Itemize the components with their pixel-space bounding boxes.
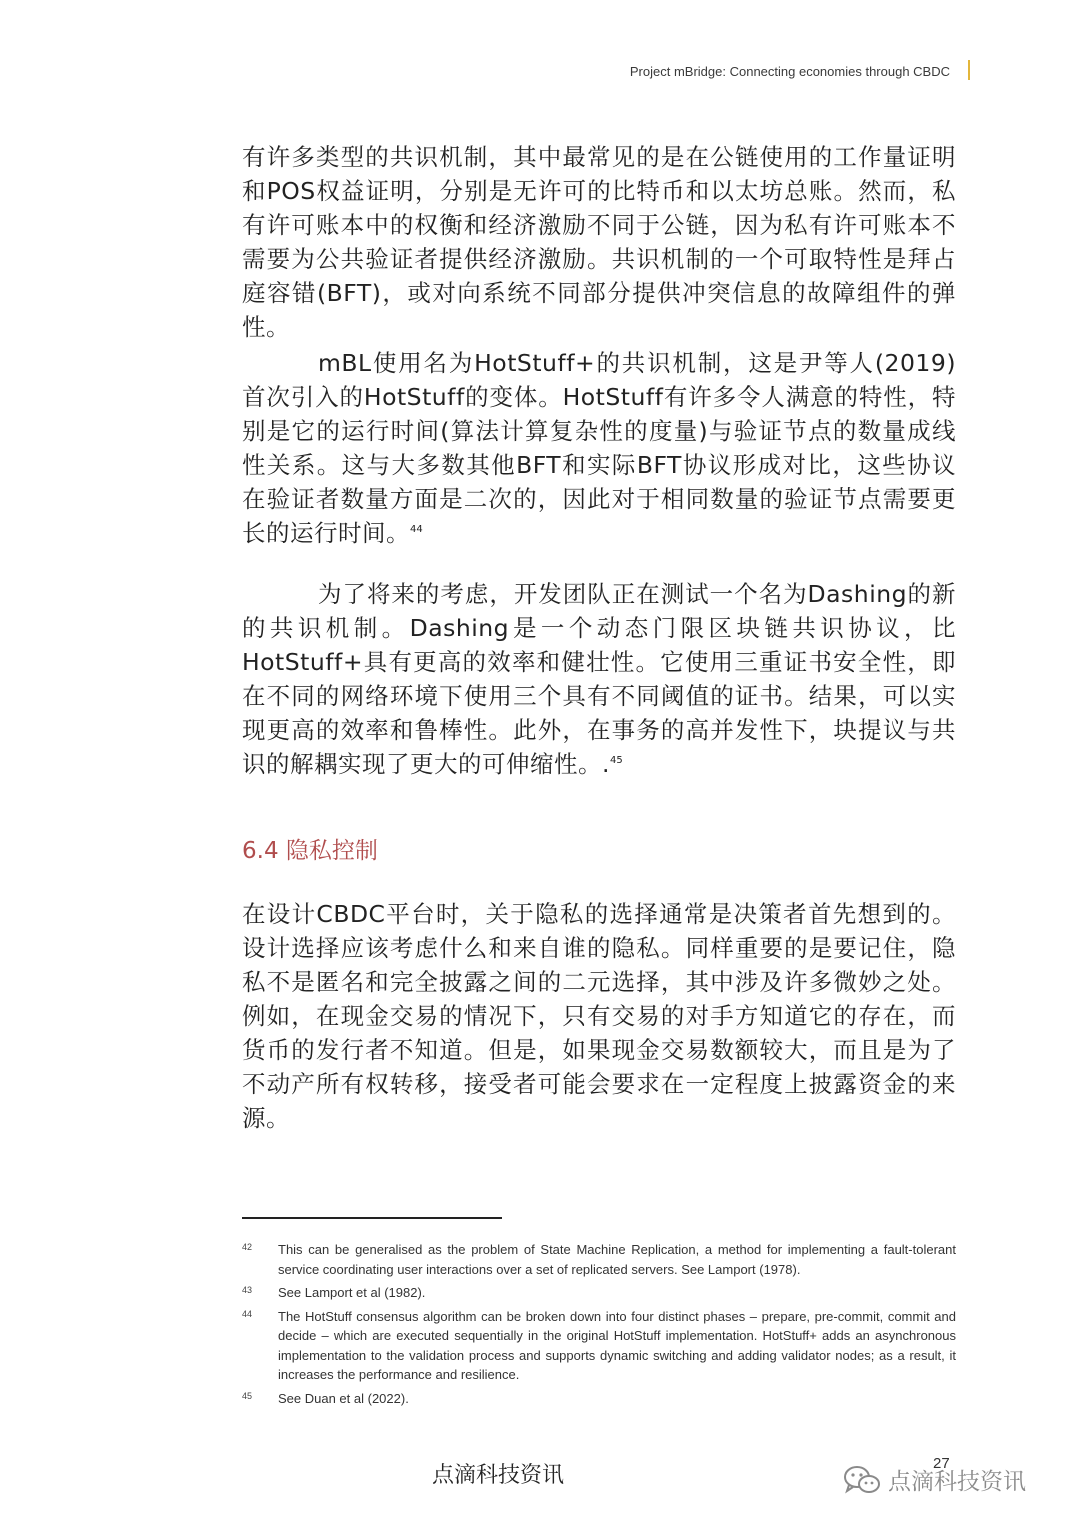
footnote-divider (242, 1217, 502, 1219)
footnote-ref-44[interactable]: 44 (410, 524, 423, 536)
wechat-icon (842, 1464, 882, 1496)
paragraph-text: 在设计CBDC平台时，关于隐私的选择通常是决策者首先想到的。设计选择应该考虑什么和来自谁的隐私。同样重要的是要记住，隐私不是匿名和完全披露之间的二元选择，其中涉及许多微妙之处。例如，在现金交易的情况下，只有交易的对手方知道它的存在，而货币的发行者不知道。但是，如果现金交易数额较大，而且是为了不动产所有权转移，接受者可能会要求在一定程度上披露资金的来源。 (242, 900, 956, 1132)
section-heading: 6.4 隐私控制 (242, 838, 378, 864)
footnote-item (242, 1283, 956, 1303)
bottom-caption: 点滴科技资讯 (432, 1463, 565, 1488)
header-accent-bar (968, 60, 970, 80)
paragraph-text: 有许多类型的共识机制，其中最常见的是在公链使用的工作量证明和POS权益证明，分别是无许可的比特币和以太坊总账。然而，私有许可账本中的权衡和经济激励不同于公链，因为私有许可账本不需要为公共验证者提供经济激励。共识机制的一个可取特性是拜占庭容错(BFT)，或对向系统不同部分提供冲突信息的故障组件的弹性。 (242, 143, 956, 341)
paragraph-text: 为了将来的考虑，开发团队正在测试一个名为Dashing的新的共识机制。Dashing是一个动态门限区块链共识协议，比HotStuff+具有更高的效率和健壮性。它使用三重证书安全性，即在不同的网络环境下使用三个具有不同阈值的证书。结果，可以实现更高的效率和鲁棒性。此外，在事务的高并发性下，块提议与共识的解耦实现了更大的可伸缩性。. (242, 580, 956, 778)
paragraph-hotstuff (242, 346, 956, 550)
footnote-number: 43 (242, 1285, 253, 1295)
footnotes (242, 1240, 956, 1412)
footnote-text: The HotStuff consensus algorithm can be broken down into four distinct phases – prepare, pre-commit, commit and decide – which are executed sequentially in the original HotStuff implementation. HotStuff+ adds an asynchronous implementation to the validation process and supports dynamic switching and adding validator nodes; as a result, it increases the performance and resilience. (278, 1308, 956, 1382)
paragraph-consensus-types (242, 140, 956, 344)
footnote-item (242, 1307, 956, 1385)
paragraph-privacy (242, 897, 956, 1135)
footnote-ref-45[interactable]: 45 (609, 755, 623, 767)
footnote-text: See Lamport et al (1982). (278, 1285, 426, 1300)
footnote-text: See Duan et al (2022). (278, 1390, 409, 1406)
footnote-text: This can be generalised as the problem of State Machine Replication, a method for implementing a fault-tolerant service coordinating user interactions over a set of replicated servers. See Lamport (1978). (278, 1242, 956, 1277)
footnote-item (242, 1389, 956, 1409)
wechat-watermark (842, 1463, 1026, 1496)
paragraph-dashing (242, 577, 956, 781)
page-number: 27 (933, 1455, 950, 1472)
paragraph-text: mBL使用名为HotStuff+的共识机制，这是尹等人(2019)首次引入的HotStuff的变体。HotStuff有许多令人满意的特性，特别是它的运行时间(算法计算复杂性的度量)与验证节点的数量成线性关系。这与大多数其他BFT和实际BFT协议形成对比，这些协议在验证者数量方面是二次的，因此对于相同数量的验证节点需要更长的运行时间。 (242, 349, 956, 547)
footnote-item (242, 1240, 956, 1279)
footnote-number: 42 (242, 1242, 253, 1252)
footnote-number: 44 (242, 1308, 253, 1319)
watermark-text: 点滴科技资讯 (888, 1469, 1026, 1495)
running-header: Project mBridge: Connecting economies through CBDC (629, 64, 950, 79)
footnote-number: 45 (242, 1390, 253, 1401)
